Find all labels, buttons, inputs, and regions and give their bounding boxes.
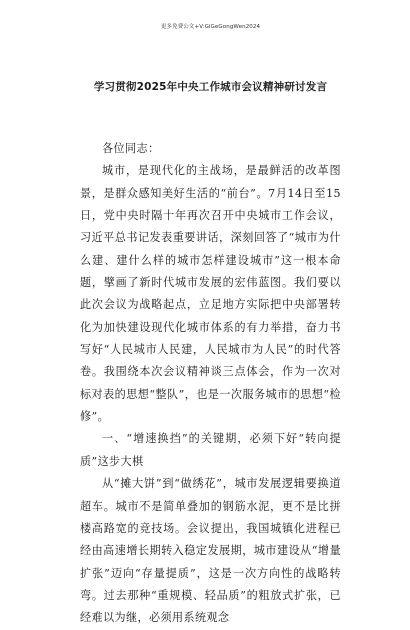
paragraph-intro: 城市，是现代化的主战场，是最鲜活的改革图景，是群众感知美好生活的“前台”。7月14日至15日，党中央时隔十年再次召开中央城市工作会议，习近平总书记发表重要讲话，深刻回答了“城市为什么建、建什么样的城市怎样建设城市”这一根本命题，擘画了新时代城市发展的宏伟蓝图。我们要以此次会议为战略起点，立足地方实际把中央部署转化为加快建设现代化城市体系的有力举措，奋力书写好“人民城市人民建，人民城市为人民”的时代答卷。我围绕本次会议精神谈三点体会，作为一次对标对表的思想“整队”，也是一次服务城市的思想“检修”。	[80, 164, 341, 424]
header-note: 更多免费公文+V:GiGeGongWen2024	[160, 24, 261, 30]
document-title: 学习贯彻2025年中央工作城市会议精神研讨发言	[93, 81, 328, 93]
section-heading-1: 一、“增速换挡”的关键期，必须下好“转向提质”这步大棋	[80, 432, 341, 468]
document-body	[80, 138, 341, 630]
salutation: 各位同志：	[102, 142, 160, 155]
paragraph-section-1: 从“摊大饼”到“做绣花”，城市发展逻辑要换道超车。城市不是简单叠加的钢筋水泥，更不是比拼楼高路宽的竞技场。会议提出，我国城镇化进程已经由高速增长期转入稳定发展期，城市建设从“增量扩张”迈向“存量提质”，这是一次方向性的战略转弯。过去那种“重规模、轻品质”的粗放式扩张，已经难以为继，必须用系统观念	[80, 477, 341, 625]
document-page	[0, 22, 410, 625]
